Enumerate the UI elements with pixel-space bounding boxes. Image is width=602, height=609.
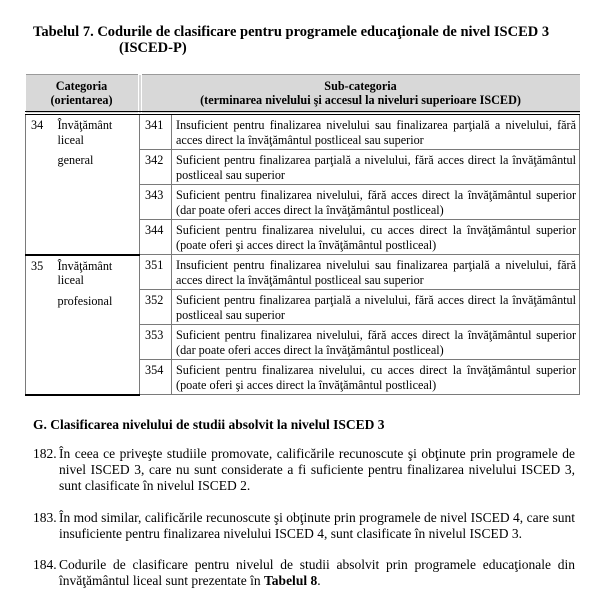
header-categoria: [26, 75, 140, 114]
category-name: [56, 255, 140, 395]
table-reference-link: Tabelul 8: [264, 573, 318, 588]
header-subcategoria-line1: Sub-categoria: [324, 79, 397, 93]
section-heading: G. Clasificarea nivelului de studii absolvit la nivelul ISCED 3: [33, 417, 385, 432]
paragraph-text-tail: .: [317, 573, 321, 588]
paragraph-183: [33, 510, 575, 542]
paragraph-184: [33, 557, 575, 589]
subcategory-description: Insuficient pentru finalizarea nivelului sau finalizarea parţială a nivelului, fără acces direct la învăţământul postliceal sau superior: [172, 113, 580, 150]
category-name: [56, 113, 140, 255]
category-code: 34: [26, 113, 56, 255]
table-body: [26, 113, 580, 395]
category-name-line: Învăţământ: [57, 258, 113, 273]
subcategory-description: Suficient pentru finalizarea parţială a nivelului, fără acces direct la învăţământul postliceal sau superior: [172, 150, 580, 185]
category-name-line: liceal: [57, 132, 84, 147]
category-name-line: profesional: [57, 293, 113, 308]
subcategory-description: Suficient pentru finalizarea nivelului, fără acces direct la învăţământul superior (dar poate oferi acces direct la învăţământul postliceal): [172, 325, 580, 360]
subcategory-code: 352: [140, 290, 172, 325]
table-title-line1: Tabelul 7. Codurile de clasificare pentru programele educaţionale de nivel ISCED 3: [33, 24, 550, 40]
table-row: [26, 113, 580, 150]
subcategory-description: Suficient pentru finalizarea nivelului, cu acces direct la învăţământul superior (poate oferi şi acces direct la învăţământul postliceal): [172, 220, 580, 255]
subcategory-code: 353: [140, 325, 172, 360]
paragraph-text-main: Codurile de clasificare pentru nivelul de studii absolvit prin programele educaţionale din învăţământul liceal sunt prezentate în: [59, 557, 575, 588]
paragraph-number: 184.: [33, 557, 57, 572]
table-header-row: [26, 75, 580, 114]
subcategory-description: Suficient pentru finalizarea nivelului, fără acces direct la învăţământul superior (dar poate oferi acces direct la învăţământul postliceal): [172, 185, 580, 220]
header-categoria-line1: Categoria: [55, 79, 108, 93]
header-subcategoria-line2: (terminarea nivelului şi accesul la niveluri superioare ISCED): [200, 93, 521, 107]
header-subcategoria: [140, 75, 580, 114]
table-title: [33, 24, 573, 56]
category-name-line: Învăţământ: [57, 118, 113, 132]
subcategory-code: 343: [140, 185, 172, 220]
paragraph-number: 182.: [33, 446, 57, 461]
table-title-line2: (ISCED-P): [119, 40, 187, 56]
paragraph-text: În ceea ce priveşte studiile promovate, calificările recunoscute şi obţinute prin programele de nivel ISCED 3, care nu sunt considerate a fi suficiente pentru finalizarea nivelului ISCED 3, sunt clasificate în nivelul ISCED 2.: [59, 446, 575, 493]
isced-table: [25, 74, 580, 396]
subcategory-code: 354: [140, 360, 172, 395]
paragraph-number: 183.: [33, 510, 57, 525]
subcategory-description: Insuficient pentru finalizarea nivelului sau finalizarea parţială a nivelului, fără acces direct la învăţământul postliceal sau superior: [172, 255, 580, 290]
subcategory-description: Suficient pentru finalizarea parţială a nivelului, fără acces direct la învăţământul postliceal sau superior: [172, 290, 580, 325]
paragraph-text: [33, 557, 575, 589]
subcategory-description: Suficient pentru finalizarea nivelului, cu acces direct la învăţământul superior (poate oferi şi acces direct la învăţământul postliceal): [172, 360, 580, 395]
subcategory-code: 344: [140, 220, 172, 255]
category-name-line: liceal: [57, 273, 84, 287]
category-name-line: general: [57, 153, 94, 167]
paragraph-text: În mod similar, calificările recunoscute şi obţinute prin programele de nivel ISCED 4, care sunt insuficiente pentru finalizarea nivelului ISCED 4, sunt clasificate în nivelul ISCED 3.: [59, 510, 575, 541]
paragraph-182: [33, 446, 575, 494]
subcategory-code: 351: [140, 255, 172, 290]
subcategory-code: 341: [140, 113, 172, 150]
category-code: 35: [26, 255, 56, 395]
table-row: [26, 255, 580, 290]
subcategory-code: 342: [140, 150, 172, 185]
header-categoria-line2: (orientarea): [50, 93, 113, 107]
